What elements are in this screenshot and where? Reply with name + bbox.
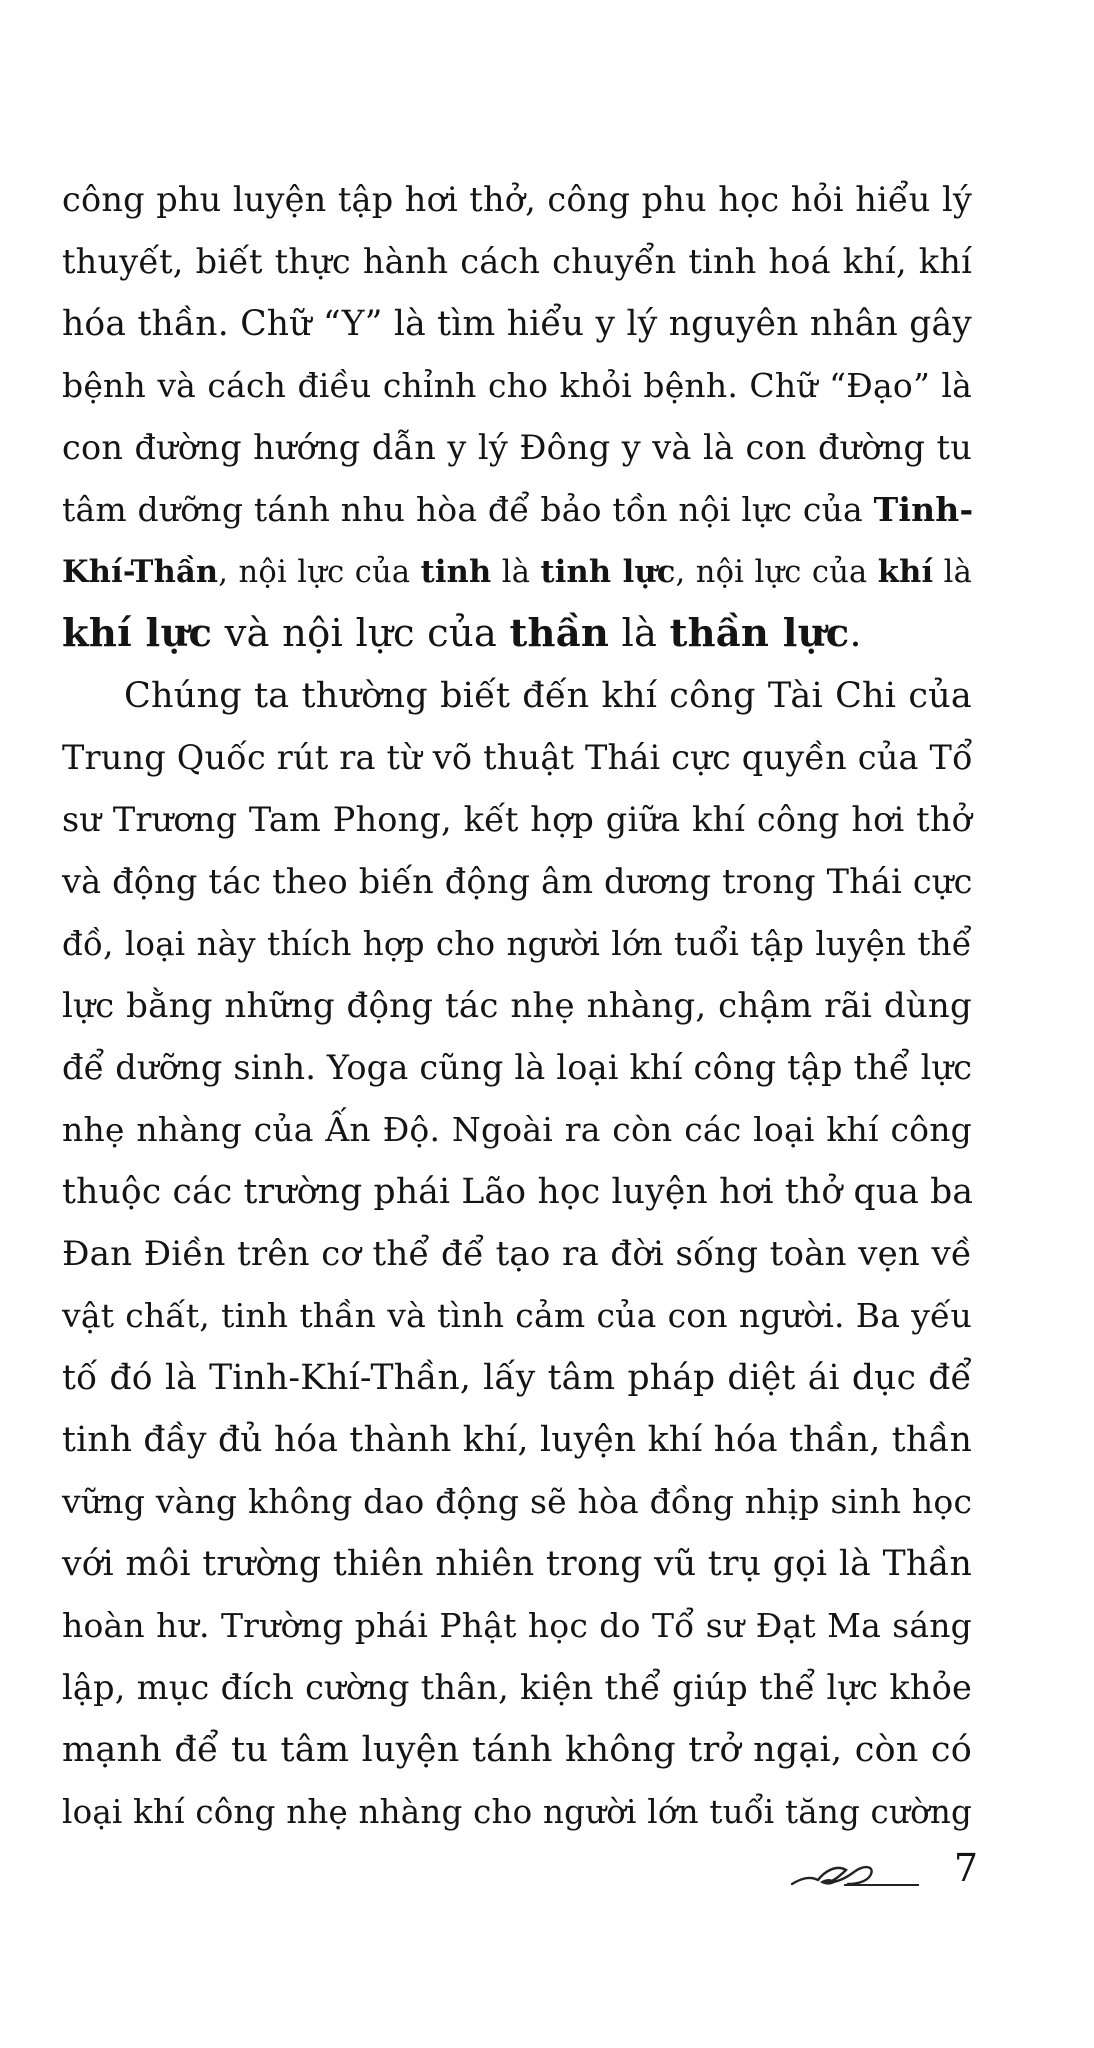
bold-term: Tinh- (873, 490, 974, 529)
bold-term: tinh lực (540, 554, 676, 590)
text-run: là (491, 555, 541, 590)
bold-term: thần lực (669, 611, 850, 656)
text-line: Đan Điền trên cơ thể để tạo ra đời sống toàn vẹn về (62, 1234, 972, 1274)
text-line: công phu luyện tập hơi thở, công phu học hỏi hiểu lý (62, 180, 972, 219)
text-line: con đường hướng dẫn y lý Đông y và là con đường tu (62, 428, 972, 467)
text-run: và nội lực của (212, 611, 510, 656)
text-line: Trung Quốc rút ra từ võ thuật Thái cực quyền của Tổ (62, 738, 973, 777)
page-number: 7 (953, 1846, 978, 1890)
bold-term: thần (509, 611, 610, 656)
text-line: và động tác theo biến động âm dương trong Thái cực (62, 862, 973, 901)
text-line: lập, mục đích cường thân, kiện thể giúp thể lực khỏe (62, 1668, 972, 1707)
text-line: mạnh để tu tâm luyện tánh không trở ngại, còn có (62, 1730, 972, 1770)
text-line (62, 542, 972, 602)
text-line: hóa thần. Chữ “Y” là tìm hiểu y lý nguyên nhân gây (62, 304, 972, 344)
footer-ornament-icon (784, 1852, 924, 1892)
text-line: loại khí công nhẹ nhàng cho người lớn tuổi tăng cường (62, 1793, 972, 1831)
bold-term: Khí-Thần (62, 554, 219, 590)
text-line: với môi trường thiên nhiên trong vũ trụ gọi là Thần (62, 1544, 972, 1584)
text-line: hoàn hư. Trường phái Phật học do Tổ sư Đạt Ma sáng (62, 1606, 972, 1645)
text-line: vật chất, tinh thần và tình cảm của con người. Ba yếu (62, 1296, 972, 1335)
text-line: đồ, loại này thích hợp cho người lớn tuổi tập luyện thể (62, 925, 972, 963)
bold-term: khí lực (62, 611, 213, 656)
text-run: tâm dưỡng tánh nhu hòa để bảo tồn nội lực của (62, 490, 874, 529)
text-line: thuộc các trường phái Lão học luyện hơi thở qua ba (62, 1172, 974, 1212)
text-line: thuyết, biết thực hành cách chuyển tinh hoá khí, khí (62, 242, 972, 281)
text-line: tinh đầy đủ hóa thành khí, luyện khí hóa thần, thần (62, 1420, 972, 1460)
text-line: lực bằng những động tác nhẹ nhàng, chậm rãi dùng (62, 986, 972, 1026)
text-line (62, 604, 972, 664)
text-run: là (933, 555, 972, 590)
bold-term: tinh (420, 554, 492, 590)
text-line: để dưỡng sinh. Yoga cũng là loại khí công tập thể lực (62, 1048, 973, 1087)
text-line: bệnh và cách điều chỉnh cho khỏi bệnh. Chữ “Đạo” là (62, 366, 972, 405)
text-line: Chúng ta thường biết đến khí công Tài Chi của (124, 676, 972, 716)
text-line: vững vàng không dao động sẽ hòa đồng nhịp sinh học (62, 1482, 973, 1521)
text-run: , nội lực của (675, 555, 878, 590)
text-line (62, 480, 972, 540)
text-run: . (849, 611, 862, 656)
text-line: sư Trương Tam Phong, kết hợp giữa khí công hơi thở (62, 800, 972, 839)
text-line: tố đó là Tinh-Khí-Thần, lấy tâm pháp diệt ái dục để (62, 1358, 972, 1398)
bold-term: khí (877, 554, 934, 590)
text-run: , nội lực của (218, 555, 421, 590)
text-line: nhẹ nhàng của Ấn Độ. Ngoài ra còn các loại khí công (62, 1110, 972, 1149)
text-run: là (609, 611, 670, 656)
